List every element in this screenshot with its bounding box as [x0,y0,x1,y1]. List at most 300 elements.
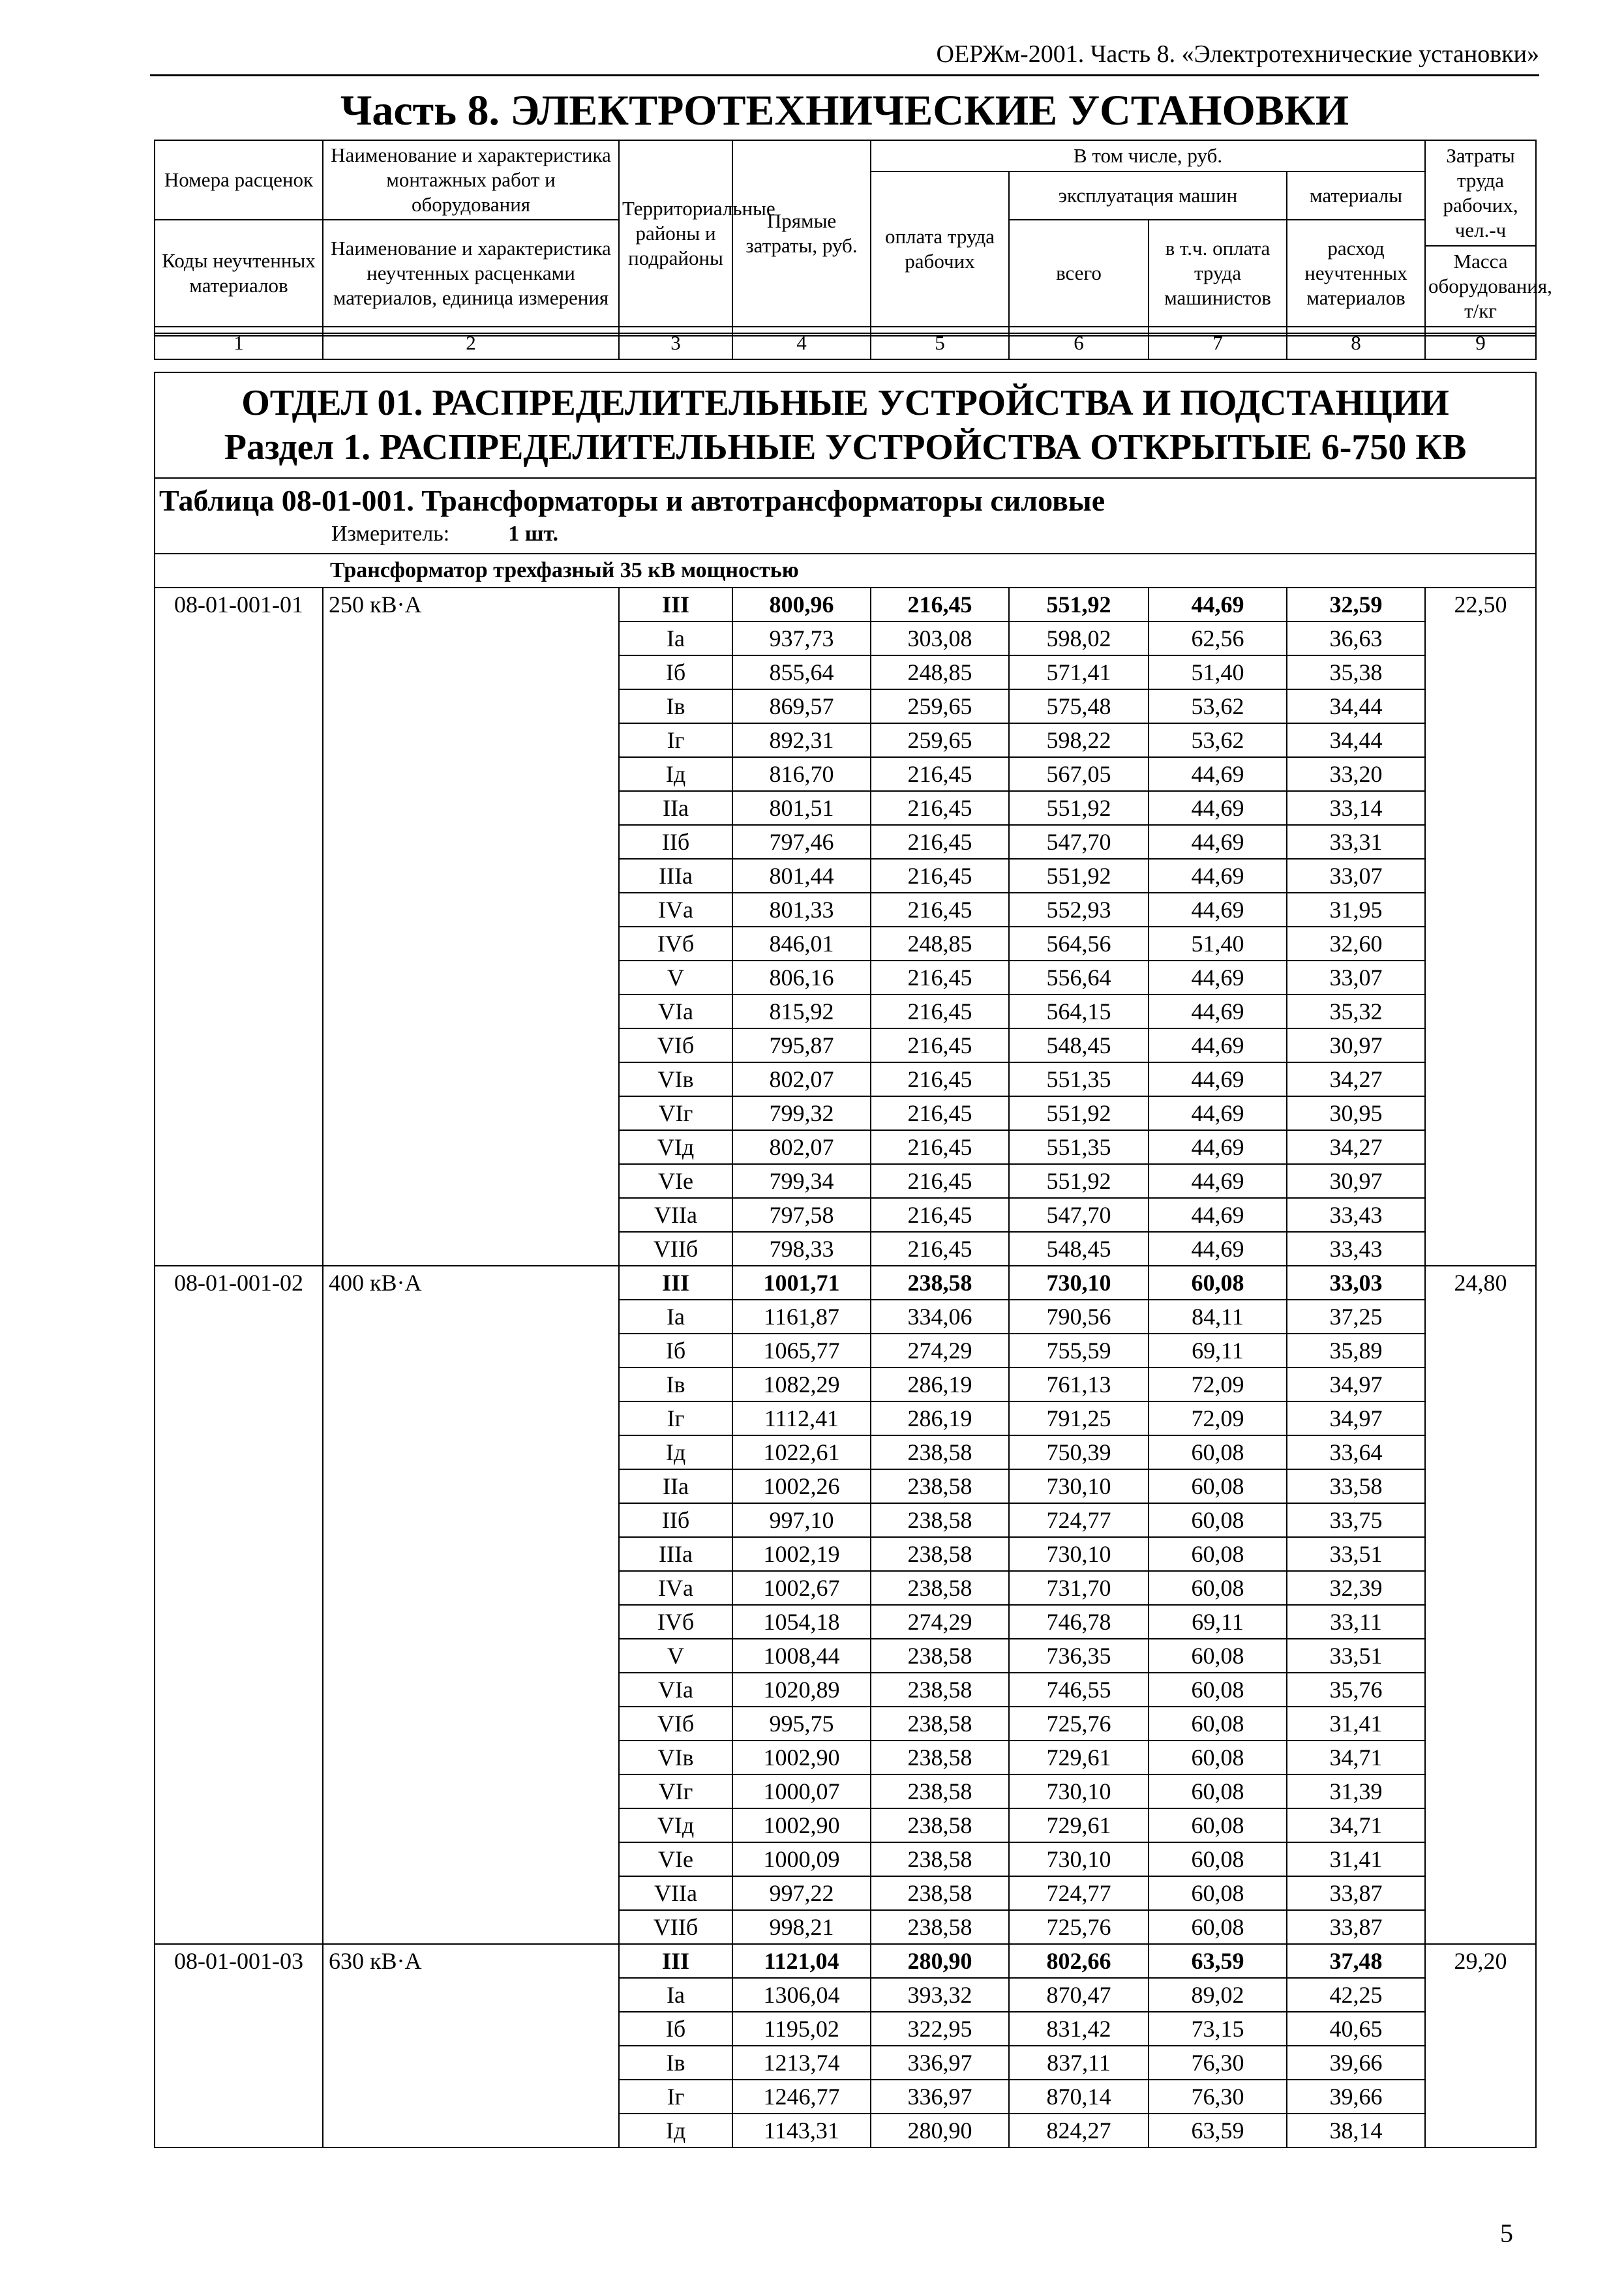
wages-cell: 216,45 [871,1062,1009,1096]
header-materials-use: расход неучтенных материалов [1287,220,1425,327]
territory-cell: IIIа [619,1537,732,1571]
header-materials-name: Наименование и характеристика неучтенных расценками материалов, единица измерения [323,220,619,327]
wages-cell: 216,45 [871,1096,1009,1130]
machines-cell: 746,78 [1009,1605,1149,1639]
direct-costs-cell: 1121,04 [732,1944,871,1978]
header-rule [150,74,1539,76]
machines-cell: 575,48 [1009,689,1149,723]
territory-cell: Iв [619,689,732,723]
territory-cell: V [619,1639,732,1673]
machinist-wages-cell: 60,08 [1149,1503,1287,1537]
machinist-wages-cell: 53,62 [1149,689,1287,723]
machinist-wages-cell: 60,08 [1149,1266,1287,1300]
machinist-wages-cell: 44,69 [1149,1028,1287,1062]
materials-cell: 35,32 [1287,995,1425,1028]
column-number: 1 [155,327,323,359]
machinist-wages-cell: 76,30 [1149,2046,1287,2080]
territory-cell: Iг [619,2080,732,2114]
direct-costs-cell: 801,51 [732,791,871,825]
territory-cell: Iа [619,621,732,655]
direct-costs-cell: 1213,74 [732,2046,871,2080]
column-number: 9 [1425,327,1536,359]
machines-cell: 791,25 [1009,1401,1149,1435]
rates-table [154,372,1537,2148]
machinist-wages-cell: 60,08 [1149,1469,1287,1503]
direct-costs-cell: 801,33 [732,893,871,927]
rate-name: 250 кВ·А [323,588,619,1266]
wages-cell: 216,45 [871,859,1009,893]
machinist-wages-cell: 63,59 [1149,1944,1287,1978]
direct-costs-cell: 1246,77 [732,2080,871,2114]
machinist-wages-cell: 44,69 [1149,757,1287,791]
wages-cell: 286,19 [871,1401,1009,1435]
materials-cell: 32,60 [1287,927,1425,961]
header-rate-numbers: Номера расценок [155,140,323,220]
direct-costs-cell: 997,22 [732,1876,871,1910]
materials-cell: 30,97 [1287,1028,1425,1062]
wages-cell: 259,65 [871,723,1009,757]
machines-cell: 824,27 [1009,2114,1149,2147]
materials-cell: 34,71 [1287,1808,1425,1842]
direct-costs-cell: 937,73 [732,621,871,655]
materials-cell: 33,87 [1287,1876,1425,1910]
territory-cell: Iа [619,1300,732,1334]
territory-cell: VIе [619,1842,732,1876]
header-including: В том числе, руб. [871,140,1425,172]
direct-costs-cell: 1082,29 [732,1368,871,1401]
territory-cell: IVб [619,927,732,961]
materials-cell: 39,66 [1287,2080,1425,2114]
territory-cell: III [619,1266,732,1300]
part-title: Часть 8. ЭЛЕКТРОТЕХНИЧЕСКИЕ УСТАНОВКИ [340,87,1349,134]
header-wages: оплата труда рабочих [871,172,1009,327]
machines-cell: 598,02 [1009,621,1149,655]
machines-cell: 571,41 [1009,655,1149,689]
direct-costs-cell: 797,58 [732,1198,871,1232]
direct-costs-cell: 998,21 [732,1910,871,1944]
materials-cell: 33,58 [1287,1469,1425,1503]
header-mass: Масса оборудования, т/кг [1425,246,1536,327]
machines-cell: 551,92 [1009,791,1149,825]
territory-cell: IIа [619,1469,732,1503]
materials-cell: 31,95 [1287,893,1425,927]
territory-cell: V [619,961,732,995]
machinist-wages-cell: 72,09 [1149,1368,1287,1401]
direct-costs-cell: 1161,87 [732,1300,871,1334]
territory-cell: VIв [619,1741,732,1774]
territory-cell: Iа [619,1978,732,2012]
materials-cell: 34,71 [1287,1741,1425,1774]
materials-cell: 33,87 [1287,1910,1425,1944]
header-machinist-wages: в т.ч. оплата труда машинистов [1149,220,1287,327]
wages-cell: 216,45 [871,893,1009,927]
wages-cell: 259,65 [871,689,1009,723]
machines-cell: 730,10 [1009,1469,1149,1503]
direct-costs-cell: 1002,67 [732,1571,871,1605]
direct-costs-cell: 1002,90 [732,1808,871,1842]
territory-cell: VIв [619,1062,732,1096]
wages-cell: 238,58 [871,1707,1009,1741]
materials-cell: 33,64 [1287,1435,1425,1469]
direct-costs-cell: 797,46 [732,825,871,859]
territory-cell: IVа [619,1571,732,1605]
direct-costs-cell: 815,92 [732,995,871,1028]
territory-cell: VIб [619,1028,732,1062]
wages-cell: 238,58 [871,1876,1009,1910]
machinist-wages-cell: 60,08 [1149,1537,1287,1571]
table-row [155,1944,1536,1978]
machinist-wages-cell: 44,69 [1149,995,1287,1028]
direct-costs-cell: 1002,90 [732,1741,871,1774]
machines-cell: 736,35 [1009,1639,1149,1673]
materials-cell: 31,39 [1287,1774,1425,1808]
territory-cell: VIд [619,1808,732,1842]
machinist-wages-cell: 60,08 [1149,1808,1287,1842]
machinist-wages-cell: 60,08 [1149,1571,1287,1605]
direct-costs-cell: 1022,61 [732,1435,871,1469]
territory-cell: Iб [619,1334,732,1368]
machines-cell: 564,56 [1009,927,1149,961]
materials-cell: 33,14 [1287,791,1425,825]
territory-cell: IVа [619,893,732,927]
materials-cell: 33,43 [1287,1232,1425,1266]
territory-cell: IIб [619,825,732,859]
materials-cell: 35,76 [1287,1673,1425,1707]
rate-code: 08-01-001-02 [155,1266,323,1944]
wages-cell: 238,58 [871,1673,1009,1707]
wages-cell: 238,58 [871,1537,1009,1571]
machines-cell: 870,47 [1009,1978,1149,2012]
header-labor: Затраты труда рабочих, чел.-ч [1425,140,1536,246]
direct-costs-cell: 869,57 [732,689,871,723]
machinist-wages-cell: 60,08 [1149,1910,1287,1944]
wages-cell: 216,45 [871,588,1009,621]
materials-cell: 31,41 [1287,1842,1425,1876]
department-title: ОТДЕЛ 01. РАСПРЕДЕЛИТЕЛЬНЫЕ УСТРОЙСТВА И ПОДСТАНЦИИ [241,383,1449,423]
machinist-wages-cell: 44,69 [1149,961,1287,995]
wages-cell: 336,97 [871,2080,1009,2114]
machines-cell: 729,61 [1009,1808,1149,1842]
materials-cell: 30,95 [1287,1096,1425,1130]
machines-cell: 552,93 [1009,893,1149,927]
wages-cell: 274,29 [871,1334,1009,1368]
wages-cell: 322,95 [871,2012,1009,2046]
header-materials: материалы [1287,172,1425,220]
column-number: 7 [1149,327,1287,359]
materials-cell: 33,07 [1287,961,1425,995]
machines-cell: 724,77 [1009,1503,1149,1537]
machines-cell: 837,11 [1009,2046,1149,2080]
machinist-wages-cell: 76,30 [1149,2080,1287,2114]
machinist-wages-cell: 60,08 [1149,1876,1287,1910]
direct-costs-cell: 1002,19 [732,1537,871,1571]
column-number: 8 [1287,327,1425,359]
materials-cell: 32,59 [1287,588,1425,621]
machinist-wages-cell: 60,08 [1149,1435,1287,1469]
wages-cell: 216,45 [871,1164,1009,1198]
header-codes-materials: Коды неучтенных материалов [155,220,323,327]
wages-cell: 216,45 [871,757,1009,791]
wages-cell: 248,85 [871,655,1009,689]
direct-costs-cell: 1008,44 [732,1639,871,1673]
direct-costs-cell: 802,07 [732,1062,871,1096]
materials-cell: 36,63 [1287,621,1425,655]
header-territories: Территориальные районы и подрайоны [619,140,732,327]
materials-cell: 30,97 [1287,1164,1425,1198]
machinist-wages-cell: 63,59 [1149,2114,1287,2147]
machines-cell: 729,61 [1009,1741,1149,1774]
materials-cell: 33,07 [1287,859,1425,893]
running-header: ОЕРЖм-2001. Часть 8. «Электротехнические установки» [936,40,1539,68]
direct-costs-cell: 806,16 [732,961,871,995]
direct-costs-cell: 1306,04 [732,1978,871,2012]
territory-cell: VIа [619,1673,732,1707]
direct-costs-cell: 800,96 [732,588,871,621]
machines-cell: 802,66 [1009,1944,1149,1978]
materials-cell: 34,44 [1287,723,1425,757]
territory-cell: VIIб [619,1910,732,1944]
machines-cell: 724,77 [1009,1876,1149,1910]
materials-cell: 33,43 [1287,1198,1425,1232]
territory-cell: Iв [619,2046,732,2080]
materials-cell: 40,65 [1287,2012,1425,2046]
wages-cell: 238,58 [871,1469,1009,1503]
direct-costs-cell: 801,44 [732,859,871,893]
territory-cell: VIIа [619,1198,732,1232]
materials-cell: 38,14 [1287,2114,1425,2147]
materials-cell: 35,89 [1287,1334,1425,1368]
machinist-wages-cell: 44,69 [1149,859,1287,893]
column-number: 5 [871,327,1009,359]
machines-cell: 556,64 [1009,961,1149,995]
machinist-wages-cell: 69,11 [1149,1605,1287,1639]
direct-costs-cell: 795,87 [732,1028,871,1062]
territory-cell: Iд [619,2114,732,2147]
machines-cell: 730,10 [1009,1537,1149,1571]
materials-cell: 31,41 [1287,1707,1425,1741]
territory-cell: VIб [619,1707,732,1741]
machinist-wages-cell: 60,08 [1149,1707,1287,1741]
machinist-wages-cell: 60,08 [1149,1741,1287,1774]
territory-cell: Iг [619,1401,732,1435]
machines-cell: 547,70 [1009,825,1149,859]
wages-cell: 274,29 [871,1605,1009,1639]
wages-cell: 216,45 [871,791,1009,825]
direct-costs-cell: 799,32 [732,1096,871,1130]
table-header [154,140,1552,360]
territory-cell: IIIа [619,859,732,893]
territory-cell: VIIб [619,1232,732,1266]
wages-cell: 334,06 [871,1300,1009,1334]
machinist-wages-cell: 44,69 [1149,1062,1287,1096]
direct-costs-cell: 855,64 [732,655,871,689]
wages-cell: 393,32 [871,1978,1009,2012]
materials-cell: 37,25 [1287,1300,1425,1334]
territory-cell: Iб [619,655,732,689]
machinist-wages-cell: 44,69 [1149,791,1287,825]
machinist-wages-cell: 44,69 [1149,1096,1287,1130]
wages-cell: 238,58 [871,1266,1009,1300]
direct-costs-cell: 1001,71 [732,1266,871,1300]
materials-cell: 33,03 [1287,1266,1425,1300]
machinist-wages-cell: 44,69 [1149,588,1287,621]
machines-cell: 790,56 [1009,1300,1149,1334]
direct-costs-cell: 1054,18 [732,1605,871,1639]
wages-cell: 238,58 [871,1741,1009,1774]
territory-cell: VIг [619,1774,732,1808]
machines-cell: 730,10 [1009,1842,1149,1876]
materials-cell: 37,48 [1287,1944,1425,1978]
machines-cell: 725,76 [1009,1910,1149,1944]
table-caption [155,478,1536,554]
machinist-wages-cell: 44,69 [1149,893,1287,927]
materials-cell: 34,97 [1287,1401,1425,1435]
machinist-wages-cell: 53,62 [1149,723,1287,757]
territory-cell: Iб [619,2012,732,2046]
machines-cell: 547,70 [1009,1198,1149,1232]
territory-cell: Iд [619,757,732,791]
wages-cell: 280,90 [871,2114,1009,2147]
direct-costs-cell: 1112,41 [732,1401,871,1435]
wages-cell: 336,97 [871,2046,1009,2080]
machinist-wages-cell: 51,40 [1149,927,1287,961]
wages-cell: 238,58 [871,1435,1009,1469]
territory-cell: IIа [619,791,732,825]
table-row [155,588,1536,621]
machinist-wages-cell: 84,11 [1149,1300,1287,1334]
header-direct-costs: Прямые затраты, руб. [732,140,871,327]
territory-cell: VIд [619,1130,732,1164]
machinist-wages-cell: 60,08 [1149,1842,1287,1876]
wages-cell: 280,90 [871,1944,1009,1978]
column-number: 3 [619,327,732,359]
machines-cell: 548,45 [1009,1028,1149,1062]
machinist-wages-cell: 44,69 [1149,825,1287,859]
machines-cell: 567,05 [1009,757,1149,791]
territory-cell: VIа [619,995,732,1028]
wages-cell: 238,58 [871,1774,1009,1808]
machinist-wages-cell: 60,08 [1149,1639,1287,1673]
machines-cell: 725,76 [1009,1707,1149,1741]
materials-cell: 34,44 [1287,689,1425,723]
direct-costs-cell: 997,10 [732,1503,871,1537]
machinist-wages-cell: 44,69 [1149,1198,1287,1232]
wages-cell: 303,08 [871,621,1009,655]
machines-cell: 598,22 [1009,723,1149,757]
machines-cell: 551,92 [1009,588,1149,621]
machines-cell: 730,10 [1009,1774,1149,1808]
header-separator [154,333,1535,337]
meter-line [159,519,1531,549]
wages-cell: 216,45 [871,995,1009,1028]
territory-cell: VIIа [619,1876,732,1910]
territory-cell: Iг [619,723,732,757]
group-title: Трансформатор трехфазный 35 кВ мощностью [155,554,1536,588]
machinist-wages-cell: 73,15 [1149,2012,1287,2046]
wages-cell: 286,19 [871,1368,1009,1401]
wages-cell: 238,58 [871,1571,1009,1605]
rate-name: 630 кВ·А [323,1944,619,2147]
section-title: Раздел 1. РАСПРЕДЕЛИТЕЛЬНЫЕ УСТРОЙСТВА ОТКРЫТЫЕ 6-750 КВ [224,427,1467,468]
machines-cell: 730,10 [1009,1266,1149,1300]
machinist-wages-cell: 44,69 [1149,1130,1287,1164]
direct-costs-cell: 892,31 [732,723,871,757]
territory-cell: IVб [619,1605,732,1639]
machinist-wages-cell: 60,08 [1149,1673,1287,1707]
machines-cell: 746,55 [1009,1673,1149,1707]
direct-costs-cell: 798,33 [732,1232,871,1266]
materials-cell: 34,27 [1287,1062,1425,1096]
labor-cell: 24,80 [1425,1266,1536,1944]
rate-code: 08-01-001-01 [155,588,323,1266]
direct-costs-cell: 1002,26 [732,1469,871,1503]
machinist-wages-cell: 72,09 [1149,1401,1287,1435]
machines-cell: 755,59 [1009,1334,1149,1368]
materials-cell: 39,66 [1287,2046,1425,2080]
wages-cell: 216,45 [871,1028,1009,1062]
materials-cell: 35,38 [1287,655,1425,689]
territory-cell: VIг [619,1096,732,1130]
rate-name: 400 кВ·А [323,1266,619,1944]
machines-cell: 831,42 [1009,2012,1149,2046]
territory-cell: Iв [619,1368,732,1401]
machinist-wages-cell: 44,69 [1149,1164,1287,1198]
wages-cell: 216,45 [871,961,1009,995]
wages-cell: 216,45 [871,1232,1009,1266]
machines-cell: 548,45 [1009,1232,1149,1266]
wages-cell: 248,85 [871,927,1009,961]
direct-costs-cell: 1000,09 [732,1842,871,1876]
machines-cell: 731,70 [1009,1571,1149,1605]
labor-cell: 29,20 [1425,1944,1536,2147]
column-number: 6 [1009,327,1149,359]
materials-cell: 33,31 [1287,825,1425,859]
machines-cell: 551,92 [1009,1096,1149,1130]
machines-cell: 551,35 [1009,1062,1149,1096]
meter-value: 1 шт. [508,522,559,546]
territory-cell: IIб [619,1503,732,1537]
territory-cell: III [619,1944,732,1978]
department-heading [155,372,1536,478]
header-work-name: Наименование и характеристика монтажных работ и оборудования [323,140,619,220]
materials-cell: 42,25 [1287,1978,1425,2012]
meter-label: Измеритель: [331,522,450,546]
wages-cell: 238,58 [871,1639,1009,1673]
direct-costs-cell: 1065,77 [732,1334,871,1368]
direct-costs-cell: 995,75 [732,1707,871,1741]
machines-cell: 551,92 [1009,1164,1149,1198]
wages-cell: 238,58 [871,1842,1009,1876]
direct-costs-cell: 1000,07 [732,1774,871,1808]
materials-cell: 33,11 [1287,1605,1425,1639]
machines-cell: 551,92 [1009,859,1149,893]
page-number: 5 [1500,2219,1513,2248]
wages-cell: 216,45 [871,1130,1009,1164]
wages-cell: 216,45 [871,1198,1009,1232]
header-machines-total: всего [1009,220,1149,327]
direct-costs-cell: 816,70 [732,757,871,791]
labor-cell: 22,50 [1425,588,1536,1266]
materials-cell: 34,27 [1287,1130,1425,1164]
table-row [155,1266,1536,1300]
machines-cell: 750,39 [1009,1435,1149,1469]
territory-cell: Iд [619,1435,732,1469]
materials-cell: 34,97 [1287,1368,1425,1401]
machinist-wages-cell: 51,40 [1149,655,1287,689]
direct-costs-cell: 799,34 [732,1164,871,1198]
wages-cell: 238,58 [871,1503,1009,1537]
machinist-wages-cell: 60,08 [1149,1774,1287,1808]
